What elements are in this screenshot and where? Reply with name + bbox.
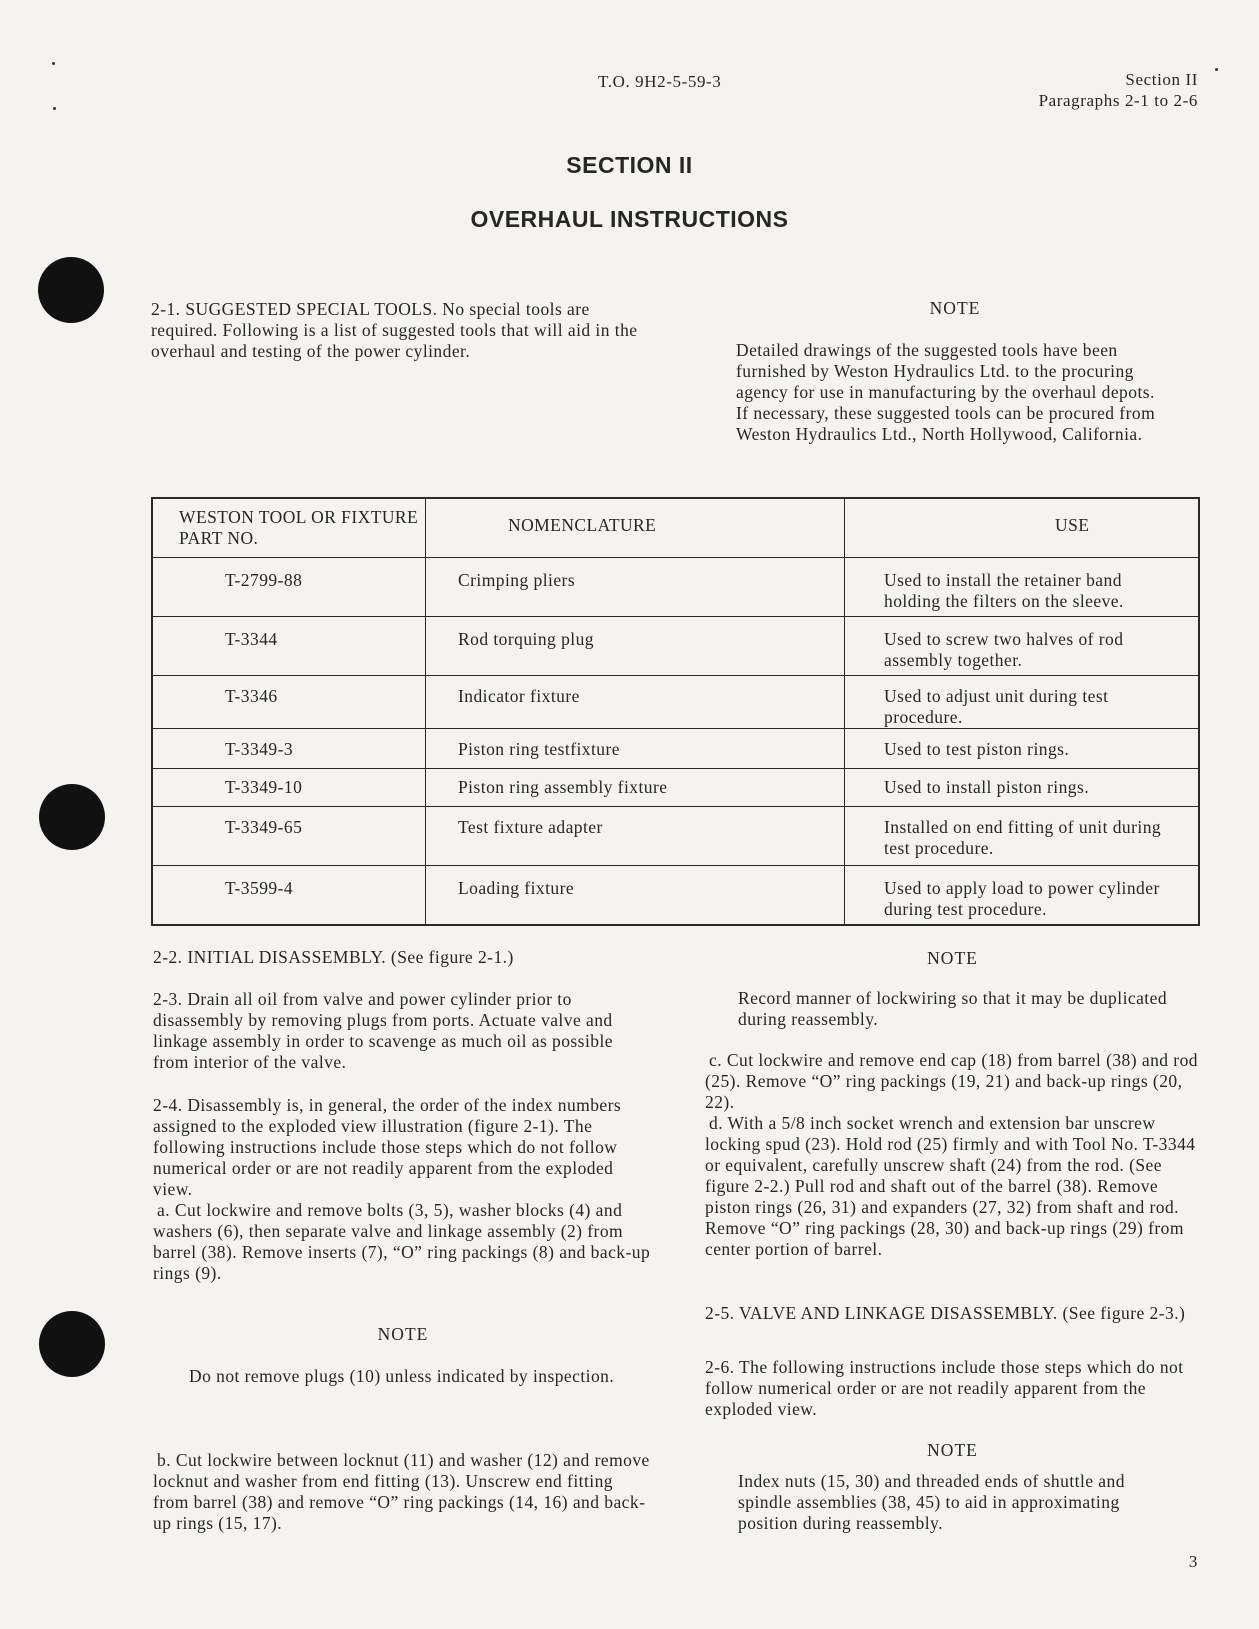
binder-hole-bottom (39, 1311, 105, 1377)
note-heading: NOTE (927, 1440, 978, 1460)
use: Used to apply load to power cylinder during test procedure. (845, 866, 1200, 925)
header-use: USE (845, 498, 1200, 558)
note-text: Detailed drawings of the suggested tools have been furnished by Weston Hydraulics Ltd. to the procuring agency for use in manufacturing by the overhaul depots. If necessary, these suggested tools can be procured from Weston Hydraulics Ltd., North Hollywood, California. (736, 340, 1156, 444)
part-number: T-3599-4 (152, 866, 426, 925)
speck (1215, 68, 1218, 71)
section-title: SECTION II (566, 152, 693, 178)
step-b: b. Cut lockwire between locknut (11) and washer (12) and remove locknut and washer from end fitting (13). Unscrew end fitting from barrel (38) and remove “O” ring packings (14, 16) and back-up rings (15, 17). (153, 1450, 650, 1533)
para-2-6: 2-6. The following instructions include those steps which do not follow numerical order or are not readily apparent from the exploded view. (705, 1357, 1184, 1419)
part-number: T-3349-65 (152, 807, 426, 866)
para-2-1: 2-1. SUGGESTED SPECIAL TOOLS. No special tools are required. Following is a list of suggested tools that will aid in the overhaul and testing of the power cylinder. (151, 299, 638, 361)
step-a: a. Cut lockwire and remove bolts (3, 5), washer blocks (4) and washers (6), then separate valve and linkage assembly (2) from barrel (38). Remove inserts (7), “O” ring packings (8) and back-up rings (9). (153, 1200, 651, 1283)
speck (53, 107, 56, 110)
section-ref: Section II (1125, 70, 1198, 89)
nomenclature: Indicator fixture (426, 676, 845, 729)
table-row (152, 676, 1199, 729)
nomenclature: Test fixture adapter (426, 807, 845, 866)
table-row (152, 807, 1199, 866)
para-2-3: 2-3. Drain all oil from valve and power cylinder prior to disassembly by removing plugs from ports. Actuate valve and linkage assembly in order to scavenge as much oil as possible from interior of the valve. (153, 989, 613, 1072)
step-c: c. Cut lockwire and remove end cap (18) from barrel (38) and rod (25). Remove “O” ring packings (19, 21) and back-up rings (20, 22). (705, 1050, 1198, 1112)
table-row (152, 769, 1199, 807)
step-d: d. With a 5/8 inch socket wrench and extension bar unscrew locking spud (23). Hold rod (25) firmly and with Tool No. T-3344 or equivalent, carefully unscrew shaft (24) from the rod. (See figure 2-2.) Pull rod and shaft out of the barrel (38). Remove piston rings (26, 31) and expanders (27, 32) from shaft and rod. Remove “O” ring packings (28, 30) and back-up rings (29) from center portion of barrel. (705, 1113, 1196, 1259)
page-number: 3 (1188, 1552, 1198, 1571)
table-row (152, 617, 1199, 676)
table-row (152, 558, 1199, 617)
part-number: T-3349-3 (152, 729, 426, 769)
part-number: T-3349-10 (152, 769, 426, 807)
nomenclature: Piston ring assembly fixture (426, 769, 845, 807)
part-number: T-3344 (152, 617, 426, 676)
part-number: T-2799-88 (152, 558, 426, 617)
table-header-row (152, 498, 1199, 558)
binder-hole-top (38, 257, 104, 323)
use: Used to adjust unit during test procedure. (845, 676, 1200, 729)
note-heading: NOTE (929, 298, 981, 318)
note-text: Record manner of lockwiring so that it may be duplicated during reassembly. (738, 988, 1168, 1029)
table-row (152, 866, 1199, 925)
header-part-no: WESTON TOOL OR FIXTURE PART NO. (152, 498, 426, 558)
tools-table (151, 497, 1200, 926)
use: Used to test piston rings. (845, 729, 1200, 769)
note-heading: NOTE (927, 948, 978, 968)
doc-number: T.O. 9H2-5-59-3 (598, 72, 722, 91)
use: Installed on end fitting of unit during test procedure. (845, 807, 1200, 866)
use: Used to screw two halves of rod assembly together. (845, 617, 1200, 676)
nomenclature: Rod torquing plug (426, 617, 845, 676)
para-2-5: 2-5. VALVE AND LINKAGE DISASSEMBLY. (See figure 2-3.) (705, 1303, 1186, 1323)
para-2-4: 2-4. Disassembly is, in general, the order of the index numbers assigned to the exploded view illustration (figure 2-1). The following instructions include those steps which do not follow numerical order or are not readily apparent from the exploded view. (153, 1095, 622, 1199)
binder-hole-middle (39, 784, 105, 850)
use: Used to install the retainer band holding the filters on the sleeve. (845, 558, 1200, 617)
speck (52, 62, 55, 65)
note-text: Index nuts (15, 30) and threaded ends of shuttle and spindle assemblies (38, 45) to aid in approximating position during reassembly. (738, 1471, 1125, 1533)
part-number: T-3346 (152, 676, 426, 729)
nomenclature: Crimping pliers (426, 558, 845, 617)
nomenclature: Piston ring testfixture (426, 729, 845, 769)
note-heading: NOTE (377, 1324, 429, 1344)
table-row (152, 729, 1199, 769)
header-nomenclature: NOMENCLATURE (426, 498, 845, 558)
nomenclature: Loading fixture (426, 866, 845, 925)
section-subtitle: OVERHAUL INSTRUCTIONS (470, 206, 789, 232)
note-text: Do not remove plugs (10) unless indicated by inspection. (189, 1366, 615, 1386)
use: Used to install piston rings. (845, 769, 1200, 807)
paragraphs-ref: Paragraphs 2-1 to 2-6 (1038, 91, 1198, 110)
para-2-2: 2-2. INITIAL DISASSEMBLY. (See figure 2-1.) (153, 947, 514, 967)
